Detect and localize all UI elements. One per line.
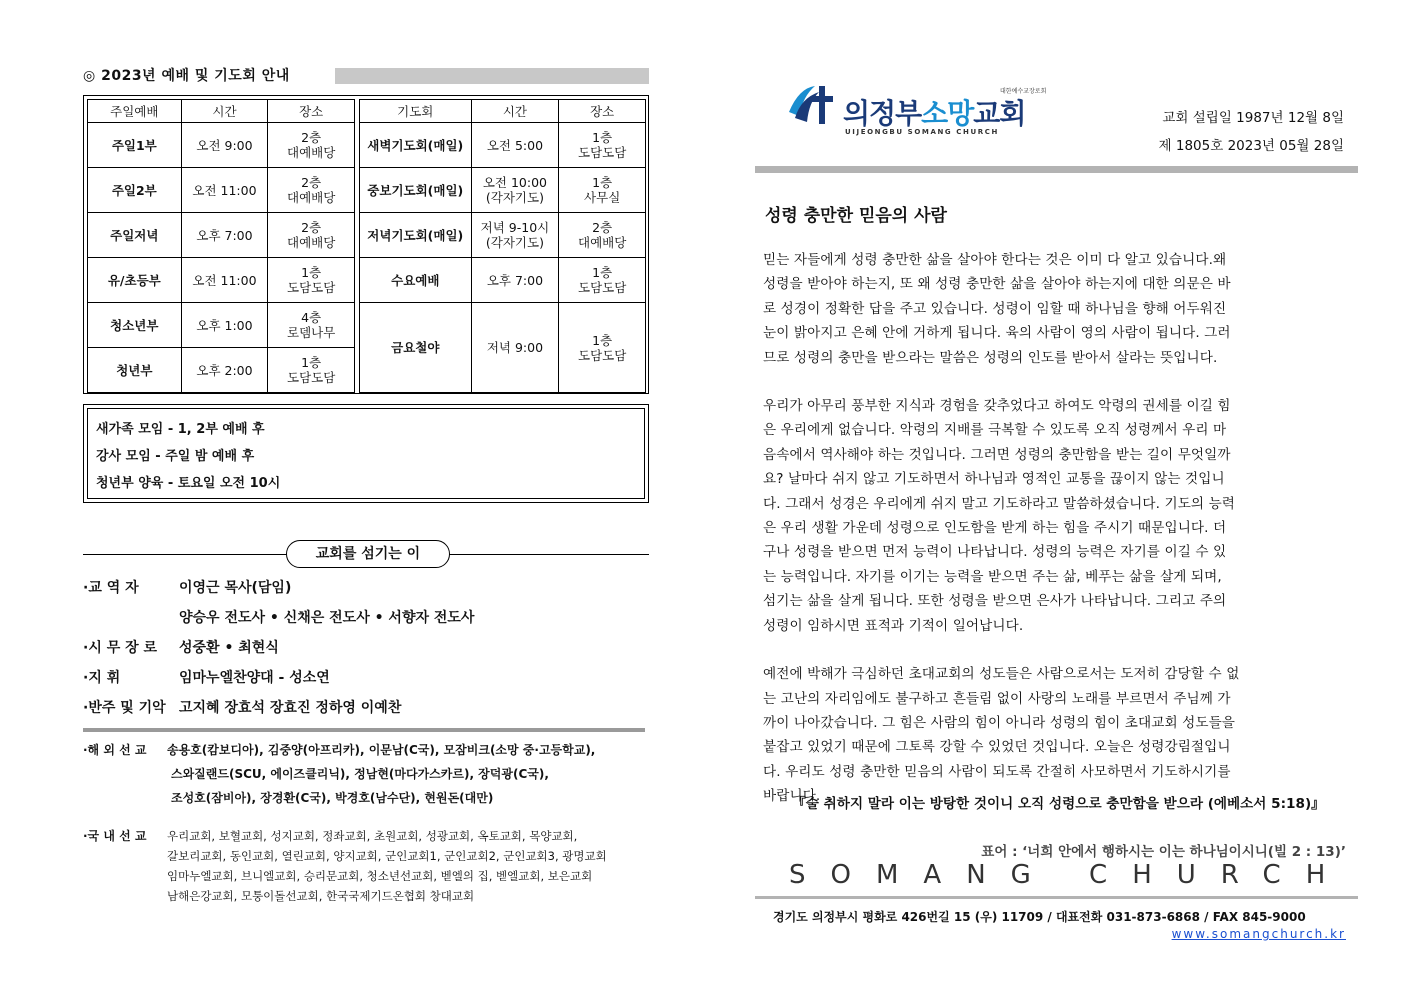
- meeting-notice-inner: [87, 408, 645, 499]
- prayer-name: 중보기도회(매일): [360, 168, 472, 213]
- worship-time: 오전 11:00: [181, 168, 268, 213]
- domestic-line: 갈보리교회, 동인교회, 열린교회, 양지교회, 군인교회1, 군인교회2, 군인교회3, 광명교회: [167, 849, 607, 863]
- worship-time: 오전 9:00: [181, 123, 268, 168]
- prayer-row: [360, 213, 646, 258]
- staff-value: 임마누엘찬양대 - 성소연: [179, 670, 330, 686]
- notice-line: 강사 모임 - 주일 밤 예배 후: [96, 449, 255, 464]
- worship-name: 주일저녁: [88, 213, 182, 258]
- prayer-header: 기도회: [360, 100, 472, 123]
- article-title: 성령 충만한 믿음의 사람: [765, 206, 947, 226]
- worship-place: 1층 도담도담: [268, 348, 355, 393]
- worship-place: 4층 로뎀나무: [268, 303, 355, 348]
- prayer-header: 장소: [559, 100, 646, 123]
- prayer-time: 오전 10:00 (각자기도): [471, 168, 559, 213]
- staff-row: [83, 603, 649, 633]
- worship-row: [88, 123, 355, 168]
- prayer-time: 오후 7:00: [471, 258, 559, 303]
- staff-value: 이영근 목사(담임): [179, 580, 292, 596]
- denomination-label: 대한예수교장로회: [1000, 88, 1047, 95]
- prayer-table: [359, 99, 646, 393]
- bible-verse: 『술 취하지 말라 이는 방탕한 것이니 오직 성령으로 충만함을 받으라 (에베소서 5:18)』: [792, 796, 1325, 812]
- church-name: 의정부소망교회: [843, 97, 1026, 130]
- worship-header: 장소: [268, 100, 355, 123]
- notice-line: 청년부 양육 - 토요일 오전 10시: [96, 476, 281, 491]
- serve-section-header: [83, 540, 649, 570]
- meeting-notice-box: [83, 404, 649, 503]
- schedule-box: [83, 95, 649, 394]
- prayer-place: 1층 도담도담: [559, 123, 646, 168]
- worship-name: 청소년부: [88, 303, 182, 348]
- overseas-line: 조성호(잠비아), 장경환(C국), 박경호(남수단), 현원돈(대만): [171, 791, 494, 805]
- domestic-line: 임마누엘교회, 브니엘교회, 승리문교회, 청소년선교회, 벧엘의 집, 벧엘교회, 보은교회: [167, 869, 593, 883]
- worship-header: 시간: [181, 100, 268, 123]
- notice-line: 새가족 모임 - 1, 2부 예배 후: [96, 422, 265, 437]
- prayer-row: [360, 258, 646, 303]
- prayer-time: 오전 5:00: [471, 123, 559, 168]
- worship-place: 2층 대예배당: [268, 213, 355, 258]
- staff-list: [83, 573, 649, 723]
- worship-header: 주일예배: [88, 100, 182, 123]
- worship-place: 1층 도담도담: [268, 258, 355, 303]
- staff-label: ·교 역 자: [83, 580, 139, 596]
- staff-row: [83, 573, 649, 603]
- worship-place: 2층 대예배당: [268, 168, 355, 213]
- staff-value: 고지혜 장효석 장효진 정하영 이예찬: [179, 700, 402, 716]
- worship-name: 청년부: [88, 348, 182, 393]
- schedule-section-header: [83, 66, 649, 86]
- overseas-mission: [83, 738, 649, 810]
- prayer-row: [360, 123, 646, 168]
- staff-row: [83, 633, 649, 663]
- article-paragraph: 예전에 박해가 극심하던 초대교회의 성도들은 사람으로서는 도저히 감당할 수 없 는 고난의 자리임에도 불구하고 흔들림 없이 사랑의 노래를 부르면서 주님께 가 까이 나아갔습니다. 그 힘은 사람의 힘이 아니라 성령의 힘이 초대교회 성도들을 붙잡고 있었기 때문에 그토록 강할 수 있었던 것입니다. 오늘은 성령강림절입니 다. 우리도 성령 충만한 믿음의 사람이 되도록 간절히 사모하면서 기도하시기를 바랍니다.: [763, 666, 1240, 805]
- founded-date: 교회 설립일 1987년 12월 8일: [1162, 110, 1344, 126]
- worship-row: [88, 168, 355, 213]
- worship-table: [87, 99, 355, 393]
- staff-label: ·반주 및 기악: [83, 700, 166, 716]
- gray-separator: [83, 728, 645, 732]
- cross-wave-icon: [785, 82, 841, 130]
- worship-row: [88, 348, 355, 393]
- issue-meta: [1159, 104, 1344, 160]
- worship-time: 오후 2:00: [181, 348, 268, 393]
- church-logo: [785, 82, 1075, 142]
- prayer-name: 수요예배: [360, 258, 472, 303]
- article-body: [763, 248, 1352, 833]
- worship-name: 주일1부: [88, 123, 182, 168]
- prayer-place: 1층 사무실: [559, 168, 646, 213]
- staff-value: 양승우 전도사 • 신채은 전도사 • 서향자 전도사: [179, 610, 475, 626]
- overseas-line: ·해 외 선 교 송용호(캄보디아), 김중양(아프리카), 이문남(C국), 모잠비크(소망 중·고등학교),: [83, 738, 649, 762]
- prayer-time: 저녁 9-10시 (각자기도): [471, 213, 559, 258]
- worship-place: 2층 대예배당: [268, 123, 355, 168]
- website-link[interactable]: www.somangchurch.kr: [1171, 927, 1346, 941]
- domestic-line: 남해은강교회, 모퉁이돌선교회, 한국국제기드온협회 창대교회: [167, 889, 475, 903]
- issue-number-date: 제 1805호 2023년 05월 28일: [1158, 138, 1344, 154]
- worship-time: 오전 11:00: [181, 258, 268, 303]
- prayer-name: 새벽기도회(매일): [360, 123, 472, 168]
- worship-row: [88, 258, 355, 303]
- prayer-time: 저녁 9:00: [471, 303, 559, 393]
- worship-time: 오후 1:00: [181, 303, 268, 348]
- staff-row: [83, 693, 649, 723]
- domestic-mission: [83, 826, 649, 906]
- article-paragraph: 믿는 자들에게 성령 충만한 삶을 살아야 한다는 것은 이미 다 알고 있습니다.왜 성령을 받아야 하는지, 또 왜 성령 충만한 삶을 살아야 하는지에 대한 의문은 바 로 성경이 정확한 답을 주고 있습니다. 성령이 임할 때 하나님을 향해 어두워진 눈이 밝아지고 은혜 안에 거하게 됩니다. 육의 사람이 영의 사람이 됩니다. 그러 므로 성령의 충만을 받으라는 말씀은 성령의 인도를 받아서 살라는 뜻입니다.: [763, 252, 1231, 366]
- staff-value: 성중환 • 최현식: [179, 640, 279, 656]
- prayer-header: 시간: [471, 100, 559, 123]
- staff-label: ·지 휘: [83, 670, 121, 686]
- article-paragraph: 우리가 아무리 풍부한 지식과 경험을 갖추었다고 하여도 악령의 권세를 이길 힘 은 우리에게 없습니다. 악령의 지배를 극복할 수 있도록 오직 성령께서 우리 마 음속에서 역사해야 하는 것입니다. 그러면 성령의 충만함을 받는 길이 무엇일까 요? 날마다 쉬지 않고 기도하면서 하나님과 영적인 교통을 끊이지 않는 것입니 다. 그래서 성경은 우리에게 쉬지 말고 기도하라고 말씀하셨습니다. 기도의 능력 은 우리 생활 가운데 성령으로 인도함을 받게 하는 힘을 주시기 때문입니다. 더 구나 성령을 받으면 먼저 능력이 나타납니다. 성령의 능력은 자기를 이길 수 있 는 능력입니다. 자기를 이기는 능력을 받으면 주는 삶, 베푸는 삶을 살게 되며, 섬기는 삶을 살게 됩니다. 또한 성령을 받으면 은사가 나타납니다. 그리고 주의 성령이 임하시면 표적과 기적이 일어납니다.: [763, 398, 1236, 634]
- worship-row: [88, 213, 355, 258]
- serve-title: 교회를 섬기는 이: [286, 540, 450, 568]
- left-page: [83, 66, 649, 903]
- prayer-row: [360, 168, 646, 213]
- domestic-label: ·국 내 선 교: [83, 829, 147, 843]
- prayer-header-row: [360, 100, 646, 123]
- prayer-place: 1층 도담도담: [559, 258, 646, 303]
- prayer-name: 금요철야: [360, 303, 472, 393]
- worship-row: [88, 303, 355, 348]
- worship-name: 유/초등부: [88, 258, 182, 303]
- schedule-title: ◎ 2023년 예배 및 기도회 안내: [83, 66, 298, 86]
- prayer-place: 1층 도담도담: [559, 303, 646, 393]
- staff-row: [83, 663, 649, 693]
- prayer-place: 2층 대예배당: [559, 213, 646, 258]
- header-gray-bar: [335, 68, 649, 84]
- worship-name: 주일2부: [88, 168, 182, 213]
- prayer-name: 저녁기도회(매일): [360, 213, 472, 258]
- domestic-line: ·국 내 선 교 우리교회, 보혈교회, 성지교회, 정좌교회, 초원교회, 성광교회, 옥토교회, 목양교회,: [83, 826, 649, 846]
- church-address: 경기도 의정부시 평화로 426번길 15 (우) 11709 / 대표전화 031-873-6868 / FAX 845-9000: [773, 910, 1306, 924]
- footer-bar: [755, 896, 1358, 899]
- overseas-line: 스와질랜드(SCU, 에이즈클리닉), 정남현(마다가스카르), 장덕광(C국),: [171, 767, 549, 781]
- overseas-label: ·해 외 선 교: [83, 743, 147, 757]
- church-motto: 표어 : ‘너희 안에서 행하시는 이는 하나님이시니(빌 2 : 13)’: [981, 844, 1346, 860]
- church-name-english: UIJEONGBU SOMANG CHURCH: [845, 128, 999, 136]
- worship-time: 오후 7:00: [181, 213, 268, 258]
- worship-header-row: [88, 100, 355, 123]
- somang-church-wordmark: SOMANG CHURCH: [789, 860, 1351, 890]
- header-bar: [755, 166, 1358, 173]
- staff-label: ·시 무 장 로: [83, 640, 158, 656]
- prayer-row: [360, 303, 646, 393]
